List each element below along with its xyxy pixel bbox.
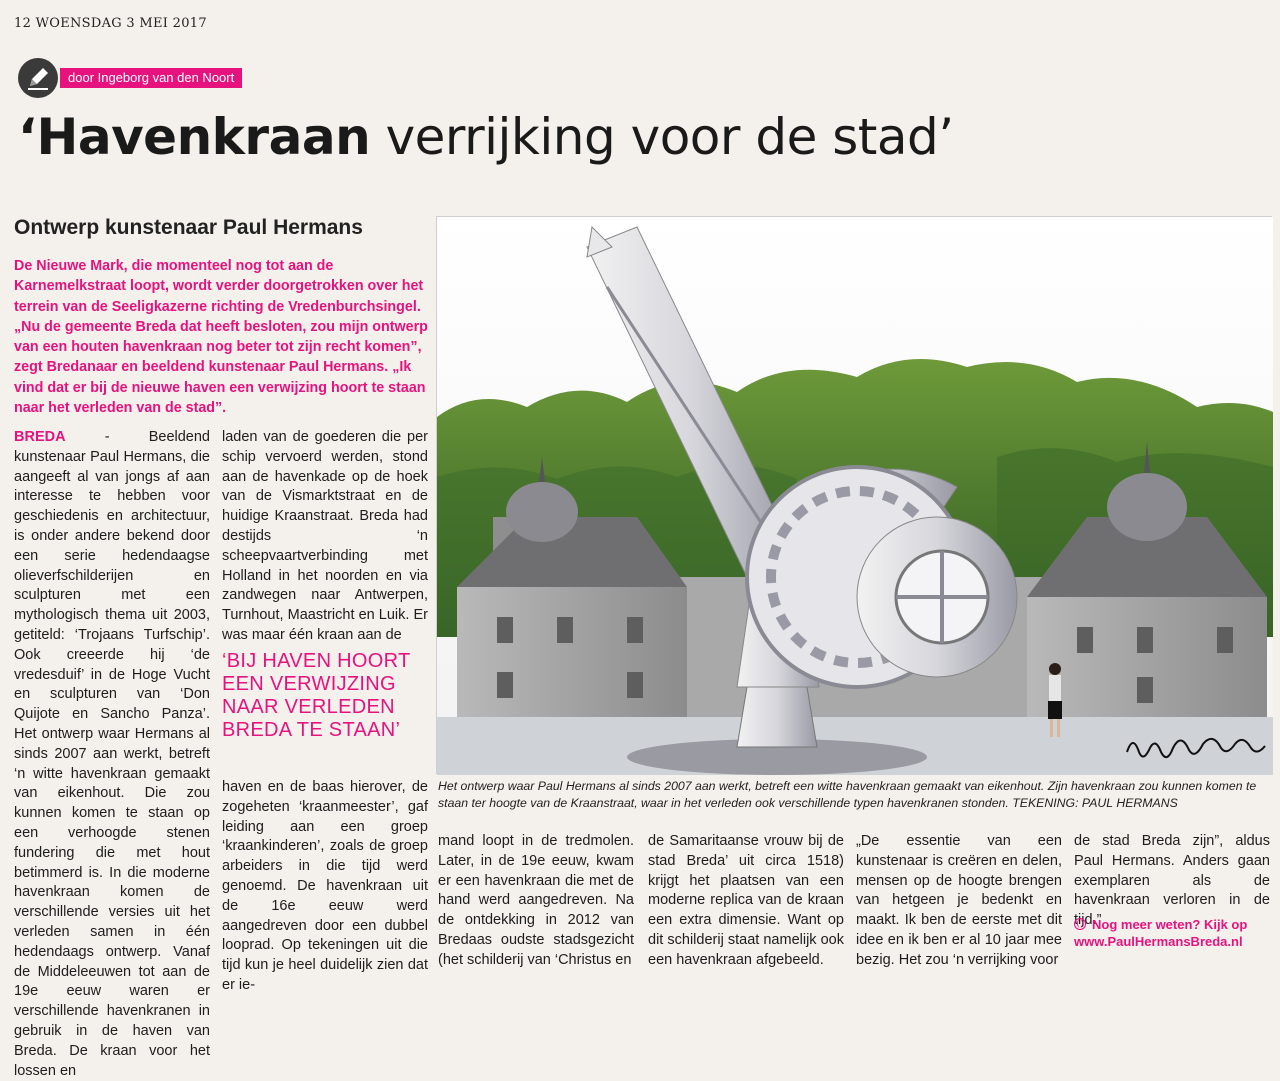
body-column-3: mand loopt in de tredmolen. Later, in de 19e eeuw, kwam er een havenkraan die met de hand werd aangedreven. Na de ontdekking in 2012 van Bredaas oudste stadsgezicht (het schilderij van ‘Christus en (438, 833, 634, 968)
subhead: Ontwerp kunstenaar Paul Hermans (14, 216, 363, 239)
website-reference (1074, 916, 1274, 950)
website-link[interactable]: www.PaulHermansBreda.nl (1074, 934, 1243, 949)
pen-icon (18, 58, 58, 98)
byline-author: door Ingeborg van den Noort (60, 68, 242, 88)
pull-quote: ‘BIJ HAVEN HOORT EEN VERWIJZING NAAR VERLEDEN BREDA TE STAAN’ (222, 650, 411, 741)
body-column-2-top: laden van de goederen die per schip vervoerd werden, stond aan de havenkade op de hoek van de Vismarktstraat en de huidige Kraanstraat. Breda had destijds ‘n scheepvaartverbinding met Holland in het noorden en via zandwegen naar Antwerpen, Turnhout, Maastricht en Luik. Er was maar één kraan aan de (222, 429, 428, 643)
crane-drawing (437, 217, 1273, 775)
body-text-col1: - Beeldend kunstenaar Paul Hermans, die aangeeft al van jongs af aan interesse te hebben voor geschiedenis en architectuur, is onder andere bekend door een serie hedendaagse olieverfschilderijen en sculpturen met een mythologisch thema uit 2003, getiteld: ‘Trojaans Turfschip’. Ook creeerde hij ‘de vredesduif’ in de Hoge Vucht en sculpturen van ‘Don Quijote en Sancho Panza’. Het ontwerp waar Hermans al sinds 2007 aan werkt, betreft ‘n witte havenkraan gemaakt van eikenhout. Die zou kunnen komen te staan op een verhoogde stenen fundering die met hout betimmerd is. In die moderne havenkraan komen de verschillende versies uit het verleden samen in één hedendaags ontwerp. Vanaf de Middeleeuwen tot aan de 19e eeuw waren er verschillende havenkranen in gebruik in de haven van Breda. De kraan voor het lossen en (14, 429, 210, 1079)
dateline: BREDA (14, 429, 66, 445)
body-column-1 (14, 428, 210, 1081)
page-header: 12 WOENSDAG 3 MEI 2017 (14, 16, 207, 31)
byline (18, 58, 278, 98)
body-column-4: de Samaritaanse vrouw bij de stad Breda’ uit circa 1518) krijgt het plaatsen van een moderne replica van de kraan een extra dimensie. Want op dit schilderij staat namelijk ook een havenkraan afgebeeld. (648, 833, 844, 968)
lead-paragraph: De Nieuwe Mark, die momenteel nog tot aan de Karnemelkstraat loopt, wordt verder doorgetrokken over het terrein van de Seeligkazerne richting de Vredenburchsingel. „Nu de gemeente Breda dat heeft besloten, zou mijn ontwerp van een houten havenkraan nog beter tot zijn recht komen”, zegt Bredanaar en beeldend kunstenaar Paul Hermans. „Ik vind dat er bij de nieuwe haven een verwijzing hoort te staan naar het verleden van de stad”. (14, 258, 428, 417)
globe-icon (1074, 918, 1086, 930)
crane-illustration (436, 216, 1272, 774)
body-column-5: „De essentie van een kunstenaar is creëren en delen, mensen op de hoogte brengen van hetgeen je bedenkt en maakt. Ik ben de eerste met dit idee en ik ben er al 10 jaar mee bezig. Het zou ‘n verrijking voor (856, 833, 1062, 968)
headline-rest: verrijking voor de stad’ (370, 108, 954, 166)
web-note-line1: Nog meer weten? Kijk op (1092, 917, 1248, 932)
photo-caption: Het ontwerp waar Paul Hermans al sinds 2007 aan werkt, betreft een witte havenkraan gemaakt van eikenhout. Zijn havenkraan zou kunnen komen te staan ter hoogte van de Kraanstraat, waar in het verleden ook verschillende typen havenkranen stonden. TEKENING: PAUL HERMANS (438, 779, 1257, 810)
headline-strong: ‘Havenkraan (18, 108, 371, 166)
body-column-6: de stad Breda zijn”, aldus Paul Hermans. Anders gaan exemplaren als de havenkraan verloren in de tijd.” (1074, 833, 1270, 929)
headline (18, 108, 954, 166)
body-column-2-bottom: haven en de baas hierover, de zogeheten ‘kraanmeester’, gaf leiding aan een groep ‘kraankinderen’, zoals de groep arbeiders in die tijd werd genoemd. De havenkraan uit de 16e eeuw werd aangedreven door een dubbel looprad. Op tekeningen uit die tijd kun je heel duidelijk zien dat er ie- (222, 779, 428, 993)
